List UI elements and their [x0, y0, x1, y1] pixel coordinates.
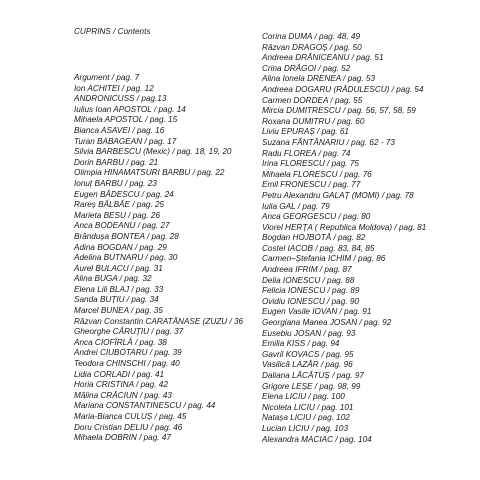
contents-entry: Delia IONESCU / pag. 88 — [262, 275, 355, 285]
contents-entry: Eugen Vasile IOVAN / pag. 91 — [262, 307, 372, 317]
contents-entry: Andreea IFRIM / pag. 87 — [262, 265, 352, 275]
contents-entry: Olimpia HINAMATSURI BARBU / pag. 22 — [74, 168, 225, 178]
contents-entry: Eugen BĂDESCU / pag. 24 — [74, 189, 174, 199]
contents-entry: Elena Lili BLAJ / pag. 33 — [74, 284, 164, 294]
contents-entry: Adelina BUTNARU / pag. 30 — [74, 253, 178, 263]
contents-entry: Vasilică LAZĂR / pag. 96 — [262, 360, 353, 370]
contents-entry: Irina FLORESCU / pag. 75 — [262, 159, 359, 169]
contents-entry: Andreea DOGARU (RĂDULESCU) / pag. 54 — [262, 84, 424, 94]
contents-entry: Anca BODEANU / pag. 27 — [74, 221, 170, 231]
contents-entry: Brândușa BONTEA / pag. 28 — [74, 231, 179, 241]
contents-entry: Răzvan DRAGOȘ / pag. 50 — [262, 42, 362, 52]
contents-entry: Mircia DUMITRESCU / pag. 56, 57, 58, 59 — [262, 106, 416, 116]
contents-entry: Eusebiu JOSAN / pag. 93 — [262, 328, 356, 338]
contents-entry: Emil FRONESCU / pag. 77 — [262, 180, 361, 190]
contents-entry: Andrei CIUBOTARU / pag. 39 — [74, 348, 182, 358]
contents-entry: Anca CIOFÎRLĂ / pag. 38 — [74, 337, 167, 347]
contents-entry: ANDRONICUSS / pag.13 — [74, 94, 167, 104]
contents-entry: Adina BOGDAN / pag. 29 — [74, 242, 167, 252]
contents-entry: Gheorghe CĂRUȚIU / pag. 37 — [74, 327, 184, 337]
contents-entry: Alina Ionela DRENEA / pag. 53 — [262, 74, 376, 84]
contents-entry: Mihaela DOBRIN / pag. 47 — [74, 433, 171, 443]
contents-entry: Răzvan Constantin CARATĂNASE (ZUZU / 36 — [74, 316, 244, 326]
contents-entry: Petru Alexandru GALAȚ (MOMI) / pag. 78 — [262, 190, 414, 200]
contents-entry: Mălina CRĂCIUN / pag. 43 — [74, 390, 172, 400]
contents-entry: Dorin BARBU / pag. 21 — [74, 157, 159, 167]
contents-heading: CUPRINS / Contents — [74, 27, 151, 36]
contents-entry: Ovidiu IONESCU / pag. 90 — [262, 296, 359, 306]
contents-entry: Rareș BĂLBĂE / pag. 25 — [74, 200, 165, 210]
contents-entry: Alina BUGA / pag. 32 — [74, 274, 152, 284]
contents-entry: Silvia BARBESCU (Mexic) / pag. 18, 19, 20 — [74, 147, 232, 157]
contents-entry: Felicia IONESCU / pag. 89 — [262, 286, 360, 296]
contents-entry: Natașa LICIU / pag. 102 — [262, 413, 350, 423]
contents-entry: Mihaela FLORESCU / pag. 76 — [262, 169, 372, 179]
contents-entry: Andreea DRĂNICEANU / pag. 51 — [262, 53, 384, 63]
contents-entry: Teodora CHINSCHI / pag. 40 — [74, 359, 180, 369]
contents-entry: Lucian LICIU / pag. 103 — [262, 423, 349, 433]
contents-entry: Radu FLOREA / pag. 74 — [262, 148, 351, 158]
contents-entry: Crina DRĂGOI / pag. 52 — [262, 63, 351, 73]
contents-entry: Nicoleta LICIU / pag. 101 — [262, 402, 354, 412]
contents-entry: Ion ACHITEI / pag. 12 — [74, 83, 154, 93]
contents-entry: Anca GEORGESCU / pag. 80 — [262, 212, 371, 222]
contents-entry: Liviu EPURAȘ / pag. 61 — [262, 127, 349, 137]
contents-entry: Emilia KISS / pag. 94 — [262, 339, 340, 349]
contents-entry: Carmen–Ștefania ICHIM / pag. 86 — [262, 254, 386, 264]
contents-column-right — [262, 32, 472, 445]
contents-entry: Iulia GAL / pag. 79 — [262, 201, 330, 211]
contents-entry: Bianca ASAVEI / pag. 16 — [74, 125, 165, 135]
contents-entry: Suzana FÂNTÂNARIU / pag. 62 - 73 — [262, 137, 395, 147]
contents-column-left — [74, 73, 250, 444]
contents-entry: Mihaela APOSTOL / pag. 15 — [74, 115, 178, 125]
contents-entry: Doru Cristian DELIU / pag. 46 — [74, 422, 183, 432]
contents-entry: Alexandra MACIAC / pag. 104 — [262, 434, 372, 444]
contents-entry: Viorel HERȚA ( Republica Moldova) / pag. 81 — [262, 222, 427, 232]
contents-entry: Roxana DUMITRU / pag. 60 — [262, 116, 365, 126]
contents-entry: Lidia CORLADI / pag. 41 — [74, 369, 165, 379]
contents-entry: Georgiana Manea JOSAN / pag. 92 — [262, 318, 392, 328]
contents-entry: Turan BABAGEAN / pag. 17 — [74, 136, 177, 146]
contents-entry: Ionuț BARBU / pag. 23 — [74, 178, 157, 188]
contents-entry: Grigore LEȘE / pag. 98, 99 — [262, 381, 361, 391]
contents-entry: Argument / pag. 7 — [74, 73, 140, 82]
contents-entry: Marcel BUNEA / pag. 35 — [74, 306, 163, 316]
contents-entry: Costel IACOB / pag. 83, 84, 85 — [262, 243, 375, 253]
contents-entry: Bogdan HOJBOTĂ / pag. 82 — [262, 233, 366, 243]
contents-entry: Iulius Ioan APOSTOL / pag. 14 — [74, 104, 186, 114]
contents-entry: Carmen DORDEA / pag. 55 — [262, 95, 363, 105]
contents-entry: Daliana LĂCĂTUȘ / pag. 97 — [262, 371, 364, 380]
contents-entry: Corina DUMA / pag. 48, 49 — [262, 32, 360, 41]
contents-entry: Aurel BULACU / pag. 31 — [74, 263, 163, 273]
contents-entry: Sanda BUȚIU / pag. 34 — [74, 295, 159, 305]
contents-entry: Gavril KOVACS / pag. 95 — [262, 349, 354, 359]
contents-entry: Marieta BESU / pag. 26 — [74, 210, 161, 220]
contents-entry: Elena LICIU / pag. 100 — [262, 392, 345, 402]
contents-entry: Maria-Bianca CULUȘ / pag. 45 — [74, 412, 187, 421]
contents-entry: Horia CRISTINA / pag. 42 — [74, 380, 168, 390]
contents-entry: Mariana CONSTANTINESCU / pag. 44 — [74, 401, 216, 411]
